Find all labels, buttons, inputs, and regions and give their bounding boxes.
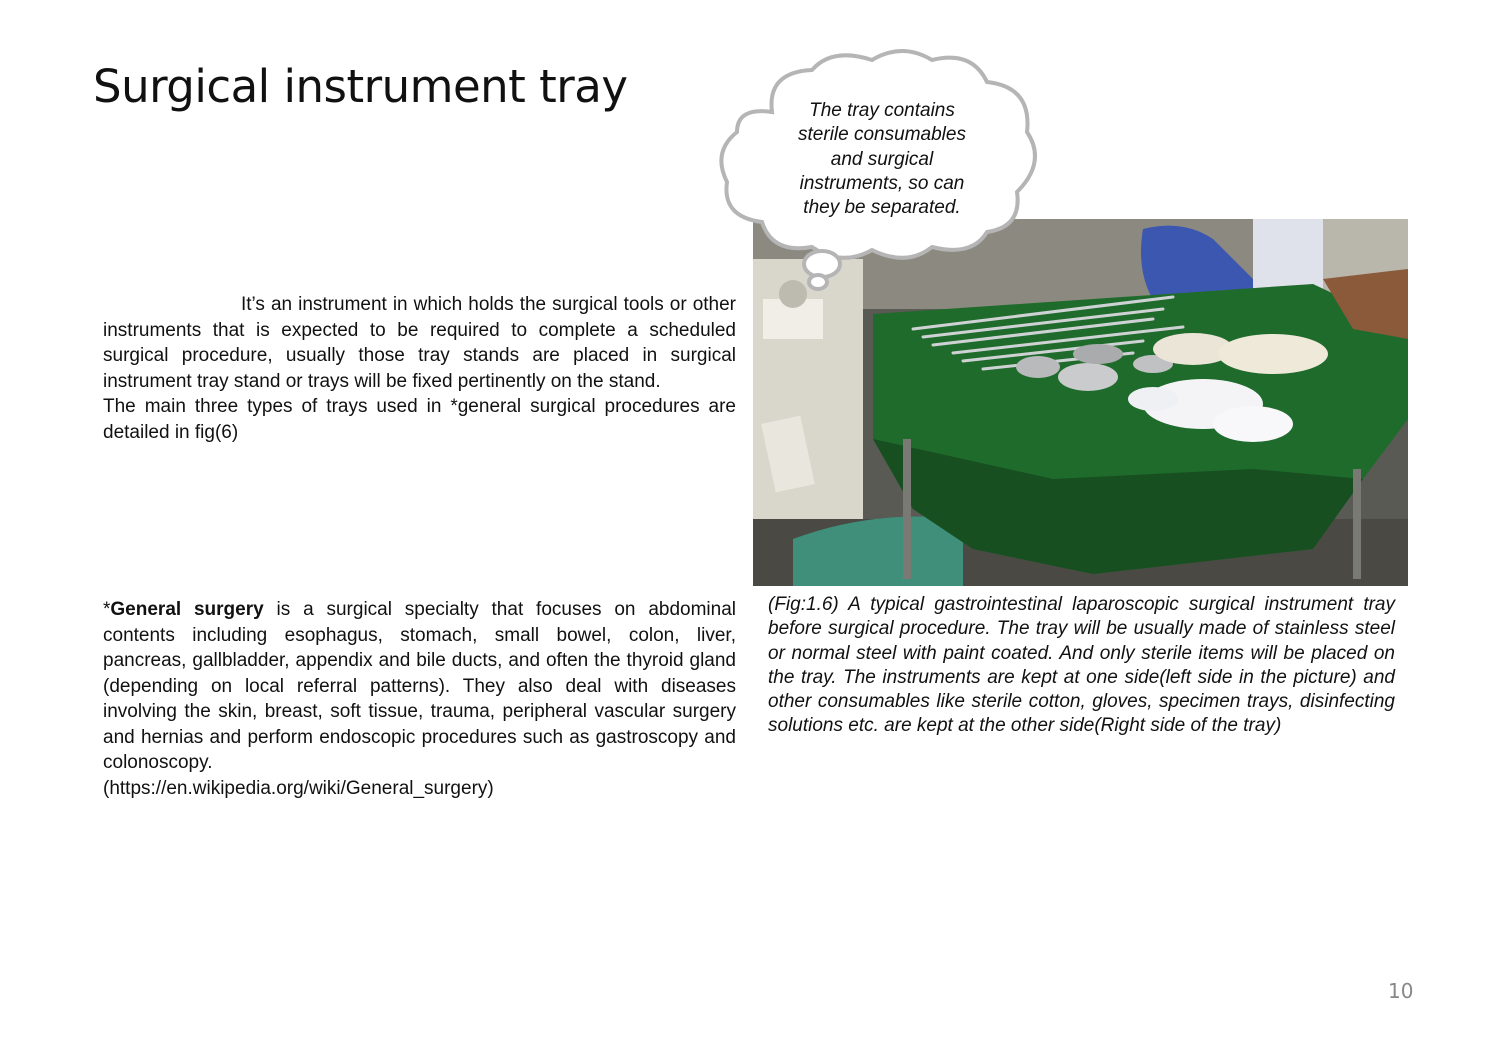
thought-bubble-text: The tray contains sterile consumables and surgical instruments, so can they be separated. (798, 100, 966, 219)
page-title: Surgical instrument tray (93, 60, 628, 113)
intro-paragraph: The main three types of trays used in *general surgical procedures are detailed in fig(6) (103, 396, 736, 443)
source-link: (https://en.wikipedia.org/wiki/General_surgery) (103, 777, 494, 799)
general-surgery-term: General surgery (110, 599, 264, 620)
page-number: 10 (1388, 979, 1414, 1003)
intro-paragraph: It’s an instrument in which holds the surgical tools or other instruments that is expected to be required to complete a scheduled surgical procedure, usually those tray stands are placed in surgical instrument tray stand or trays will be fixed pertinently on the stand. (103, 294, 736, 392)
general-surgery-paragraph (103, 597, 736, 776)
general-surgery-note (103, 597, 736, 801)
general-surgery-definition: is a surgical specialty that focuses on abdominal contents including esophagus, stomach, small bowel, colon, liver, pancreas, gallbladder, appendix and bile ducts, and often the thyroid gland (depending on local referral patterns). They also deal with diseases involving the skin, breast, soft tissue, trauma, peripheral vascular surgery and hernias and perform endoscopic procedures such as gastroscopy and colonoscopy. (103, 599, 736, 773)
intro-text (103, 292, 736, 445)
asterisk: * (103, 599, 111, 620)
figure-caption: (Fig:1.6) A typical gastrointestinal laparoscopic surgical instrument tray before surgical procedure. The tray will be usually made of stainless steel or normal steel with paint coated. And only sterile items will be placed on the tray. The instruments are kept at one side(left side in the picture) and other consumables like sterile cotton, gloves, specimen trays, disinfecting solutions etc. are kept at the other side(Right side of the tray) (768, 594, 1395, 737)
